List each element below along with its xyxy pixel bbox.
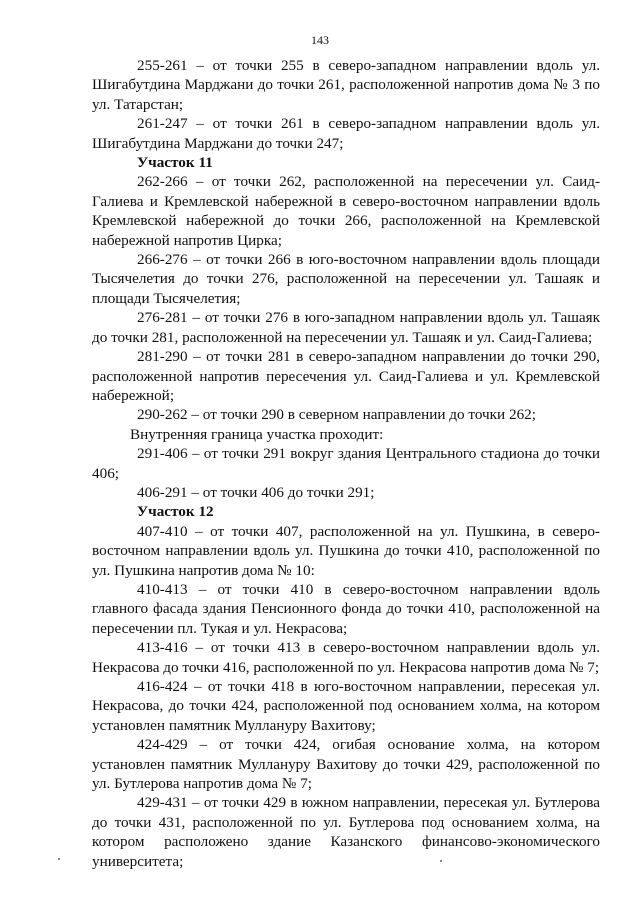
section-heading-11: Участок 11	[137, 154, 213, 172]
paragraph-255-261: 255-261 – от точки 255 в северо-западном направлении вдоль ул. Шигабутдина Марджани до точки 261, расположенной напротив дома № 3 по ул. Татарстан;	[92, 57, 600, 113]
paragraph-276-281: 276-281 – от точки 276 в юго-западном направлении вдоль ул. Ташаяк до точки 281, расположенной на пересечении ул. Ташаяк и ул. Саид-Галиева;	[92, 309, 600, 346]
paragraph-416-424: 416-424 – от точки 418 в юго-восточном направлении, пересекая ул. Некрасова, до точки 424, расположенной под основанием холма, на котором установлен памятник Муллануру Вахитову;	[92, 678, 600, 734]
page-number: 143	[311, 33, 329, 47]
paragraph-424-429: 424-429 – от точки 424, огибая основание холма, на котором установлен памятник Муллануру Вахитову до точки 429, расположенной по ул. Бутлерова напротив дома № 7;	[92, 736, 600, 793]
paragraph-266-276: 266-276 – от точки 266 в юго-восточном направлении вдоль площади Тысячелетия до точки 276, расположенной на пересечении ул. Ташаяк и площади Тысячелетия;	[92, 251, 600, 307]
scan-speck	[58, 858, 60, 860]
paragraph-281-290: 281-290 – от точки 281 в северо-западном направлении до точки 290, расположенной напротив пересечения ул. Саид-Галиева и ул. Кремлевской набережной;	[92, 348, 600, 404]
document-body	[92, 56, 600, 871]
paragraph-413-416: 413-416 – от точки 413 в северо-восточном направлении вдоль ул. Некрасова до точки 416, расположенной по ул. Некрасова напротив дома № 7;	[92, 639, 600, 676]
paragraph-429-431: 429-431 – от точки 429 в южном направлении, пересекая ул. Бутлерова до точки 431, расположенной по ул. Бутлерова под основанием холма, на котором расположено здание Казанского финансово-экономического университета;	[92, 794, 600, 870]
scan-speck	[440, 860, 442, 862]
paragraph-262-266: 262-266 – от точки 262, расположенной на пересечении ул. Саид-Галиева и Кремлевской набережной в северо-восточном направлении вдоль Кремлевской набережной до точки 266, расположенной на Кремлевской набережной напротив Цирка;	[92, 173, 600, 249]
paragraph-406-291: 406-291 – от точки 406 до точки 291;	[137, 483, 375, 501]
paragraph-410-413: 410-413 – от точки 410 в северо-восточном направлении вдоль главного фасада здания Пенсионного фонда до точки 410, расположенной на пересечении пл. Тукая и ул. Некрасова;	[92, 580, 600, 637]
paragraph-261-247: 261-247 – от точки 261 в северо-западном направлении вдоль ул. Шигабутдина Марджани до точки 247;	[92, 115, 600, 152]
paragraph-290-262: 290-262 – от точки 290 в северном направлении до точки 262;	[137, 406, 536, 424]
paragraph-291-406: 291-406 – от точки 291 вокруг здания Центрального стадиона до точки 406;	[92, 445, 600, 482]
section-heading-12: Участок 12	[137, 503, 214, 521]
paragraph-407-410: 407-410 – от точки 407, расположенной на ул. Пушкина, в северо-восточном направлении вдоль ул. Пушкина до точки 410, расположенной по ул. Пушкина напротив дома № 10:	[92, 522, 600, 579]
inner-boundary-label: Внутренняя граница участка проходит:	[130, 425, 384, 443]
